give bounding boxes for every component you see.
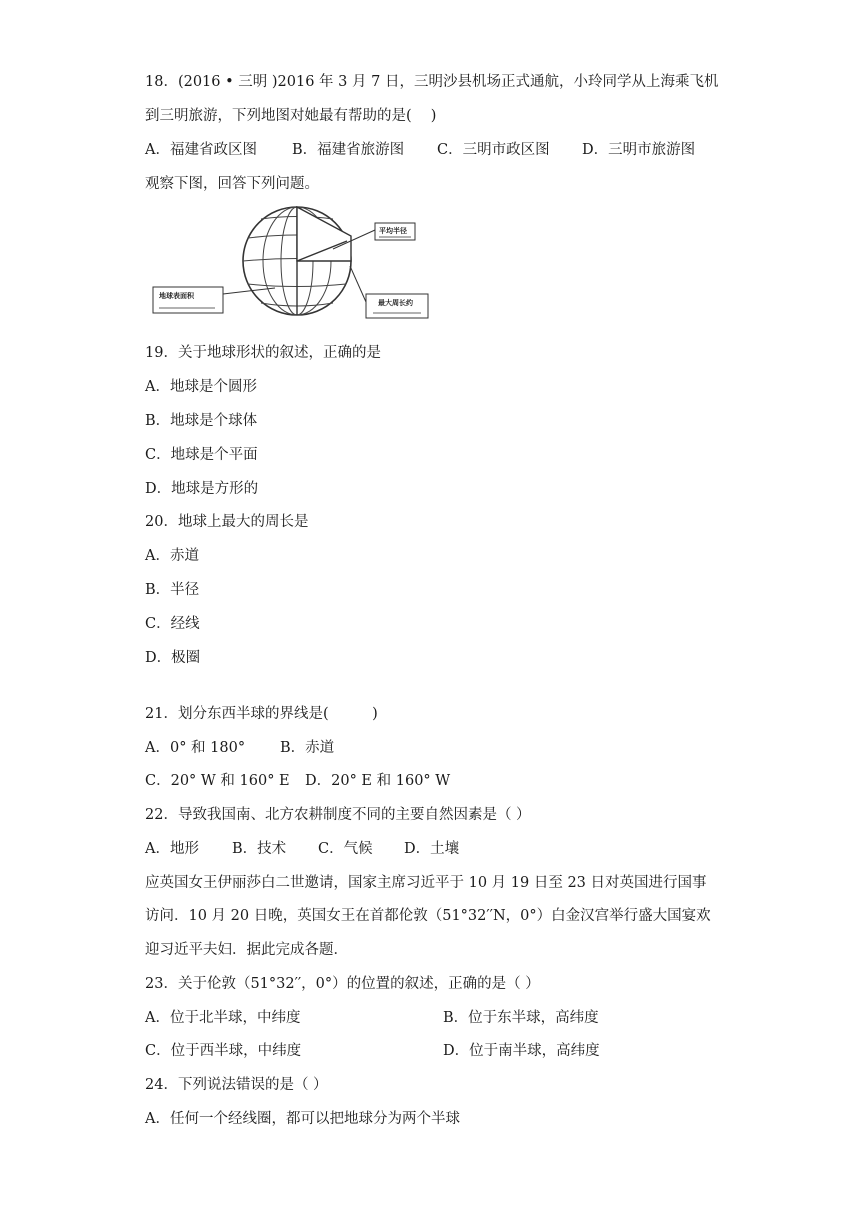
q18-option-b: B．福建省旅游图 (292, 142, 405, 158)
passage-line3: 迎习近平夫妇．据此完成各题． (145, 942, 348, 958)
q20-option-d: D．极圈 (145, 650, 201, 666)
q22-option-a: A．地形 (145, 841, 199, 857)
q23-option-c: C．位于西半球，中纬度 (145, 1043, 302, 1059)
q18-stem-line2: 到三明旅游，下列地图对她最有帮助的是( ) (145, 108, 437, 124)
area-pointer (223, 288, 275, 294)
q21-option-a: A．0° 和 180° (145, 740, 246, 756)
q18-stem-line1: 18．(2016 • 三明 )2016 年 3 月 7 日，三明沙县机场正式通航，小玲同学从上海乘飞机 (145, 74, 719, 90)
q19-option-d: D．地球是方形的 (145, 481, 259, 497)
globe-diagram (145, 206, 435, 322)
q18-option-d: D．三明市旅游图 (582, 142, 696, 158)
q19-stem: 19．关于地球形状的叙述，正确的是 (145, 345, 381, 361)
q24-stem: 24．下列说法错误的是（ ） (145, 1077, 328, 1093)
globe-figure (145, 206, 435, 322)
q20-option-b: B．半径 (145, 582, 200, 598)
q19-option-a: A．地球是个圆形 (145, 379, 257, 395)
q20-option-c: C．经线 (145, 616, 200, 632)
circumference-pointer (350, 266, 366, 302)
q23-option-d: D．位于南半球，高纬度 (443, 1043, 600, 1059)
figure-intro: 观察下图，回答下列问题。 (145, 176, 319, 192)
radius-label: 平均半径 (379, 227, 407, 235)
q22-option-c: C．气候 (318, 841, 373, 857)
q24-option-a: A．任何一个经线圈，都可以把地球分为两个半球 (145, 1111, 460, 1127)
passage-line2: 访问．10 月 20 日晚，英国女王在首都伦敦（51°32′′N，0°）白金汉宫举行盛大国宴欢 (145, 908, 711, 924)
area-label-box (153, 287, 223, 313)
q22-stem: 22．导致我国南、北方农耕制度不同的主要自然因素是（ ） (145, 807, 531, 823)
q20-stem: 20．地球上最大的周长是 (145, 514, 309, 530)
q23-option-a: A．位于北半球，中纬度 (145, 1010, 301, 1026)
q21-option-d: D．20° E 和 160° W (305, 773, 451, 789)
area-label: 地球表面积 (159, 292, 194, 300)
q18-option-c: C．三明市政区图 (437, 142, 550, 158)
q22-option-b: B．技术 (232, 841, 287, 857)
q18-option-a: A．福建省政区图 (145, 142, 257, 158)
q21-stem: 21．划分东西半球的界线是( ) (145, 706, 378, 722)
passage-line1: 应英国女王伊丽莎白二世邀请，国家主席习近平于 10 月 19 日至 23 日对英国进行国事 (145, 875, 707, 891)
q19-option-c: C．地球是个平面 (145, 447, 258, 463)
q23-stem: 23．关于伦敦（51°32′′，0°）的位置的叙述，正确的是（ ） (145, 976, 540, 992)
q21-option-c: C．20° W 和 160° E (145, 773, 290, 789)
q23-option-b: B．位于东半球，高纬度 (443, 1010, 599, 1026)
q19-option-b: B．地球是个球体 (145, 413, 258, 429)
q22-option-d: D．土壤 (404, 841, 460, 857)
q20-option-a: A．赤道 (145, 548, 199, 564)
circumference-label: 最大周长约 (378, 299, 413, 307)
q21-option-b: B．赤道 (280, 740, 335, 756)
